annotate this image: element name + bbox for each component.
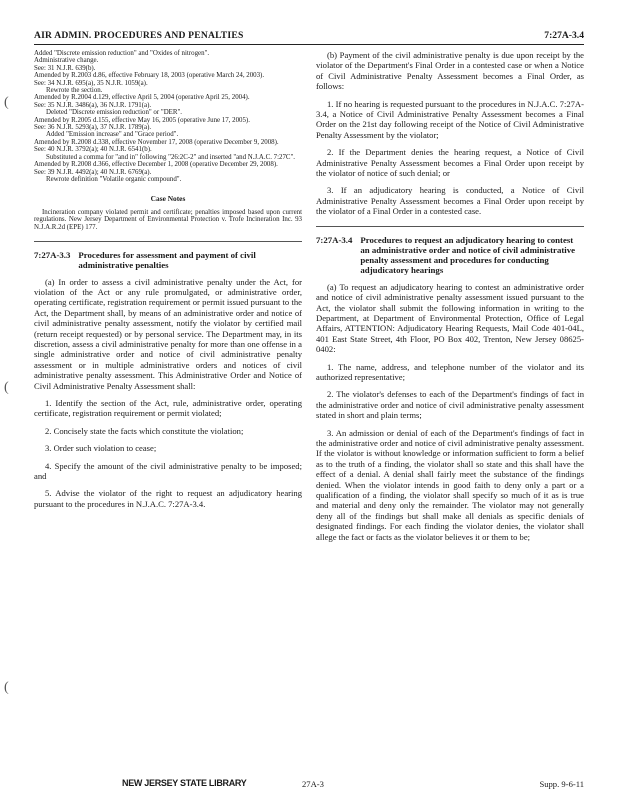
library-stamp: NEW JERSEY STATE LIBRARY [122, 778, 247, 788]
history-line: Amended by R.2008 d.366, effective December 1, 2008 (operative December 29, 2008). [34, 161, 278, 169]
case-notes-title: Case Notes [150, 194, 186, 204]
header-section-number: 7:27A-3.4 [544, 30, 584, 41]
history-line: See: 35 N.J.R. 3486(a), 36 N.J.R. 1791(a). [34, 101, 152, 109]
case-notes-text: Incineration company violated permit and certificate; penalties imposed based upon current regulations. New Jersey Department of Environmental Protection v. Trofe Incineration Inc. 93 N.J.A.R.2d (EPE) 177. [34, 208, 302, 231]
section-heading-3-4 [316, 235, 584, 275]
history-line: Amended by R.2004 d.129, effective April 5, 2004 (operative April 25, 2004). [34, 94, 250, 102]
history-line: Amended by R.2008 d.338, effective November 17, 2008 (operative December 9, 2008). [34, 138, 279, 146]
section-divider [34, 241, 302, 242]
section-paragraph: (b) Payment of the civil administrative penalty is due upon receipt by the violator of the Department's Final Order in a contested case or when a Notice of Civil Administrative Penalty Assessment becomes a Final Order, as follows: [316, 50, 584, 92]
section-paragraph: (a) In order to assess a civil administrative penalty under the Act, for violation of the Act or any rule promulgated, or administrative order, operating certificate, registration requirement or permit issued pursuant to the Act, the Department shall, by means of an administrative order and notice of civil administrative penalty assessment, notify the violator by certified mail (return receipt requested) or by personal service. The Department may, in its discretion, assess a civil administrative penalty for more than one offense in a single administrative order and notice of civil administrative penalty assessment or in multiple administrative orders and notices of civil administrative penalty assessment. This Administrative Order and Notice of Civil Administrative Penalty Assessment shall: [34, 276, 302, 391]
list-item: 3. If an adjudicatory hearing is conducted, a Notice of Civil Administrative Penalty Assessment becomes a Final Order upon receipt by the violator of a Final Order in a contested case. [316, 185, 584, 217]
margin-bracket-mark: ( [4, 95, 9, 110]
section-title: Procedures for assessment and payment of civil administrative penalties [78, 249, 256, 270]
page-number: 27A-3 [302, 779, 324, 789]
list-item: 4. Specify the amount of the civil administrative penalty to be imposed; and [34, 460, 302, 481]
history-line: Administrative change. [34, 57, 99, 65]
list-item: 3. Order such violation to cease; [45, 443, 157, 454]
section-number: 7:27A-3.4 [316, 234, 353, 245]
header-chapter-title: AIR ADMIN. PROCEDURES AND PENALTIES [34, 30, 244, 41]
supplement-date: Supp. 9-6-11 [539, 779, 584, 789]
history-line: Amended by R.2003 d.86, effective February 18, 2003 (operative March 24, 2003). [34, 72, 265, 80]
list-item: 2. The violator's defenses to each of the Department's findings of fact in the administrative order and notice of civil administrative penalty assessment stated in short and plain terms; [316, 389, 584, 421]
history-line: Added "Discrete emission reduction" and "Oxides of nitrogen". [34, 50, 210, 57]
margin-bracket-mark: ( [4, 680, 9, 695]
history-line: See: 40 N.J.R. 3792(a); 40 N.J.R. 6541(b). [34, 146, 152, 154]
list-item: 1. The name, address, and telephone number of the violator and its authorized representative; [316, 361, 584, 382]
section-title: Procedures to request an adjudicatory hearing to contest an administrative order and notice of civil administrative penalty assessment and procedures for conducting adjudicatory hearings [360, 234, 576, 275]
history-notes [34, 50, 302, 183]
list-item: 5. Advise the violator of the right to request an adjudicatory hearing pursuant to the procedures in N.J.A.C. 7:27A-3.4. [34, 488, 302, 509]
list-item: 1. If no hearing is requested pursuant to the procedures in N.J.A.C. 7:27A-3.4, a Notice of Civil Administrative Penalty Assessment becomes a Final Order on the 21st day following receipt of the Notice of Civil Administrative Penalty Assessment by the violator; [316, 98, 584, 140]
page-footer [34, 778, 584, 792]
history-line: Rewrote the section. [46, 87, 103, 95]
history-line: Added "Emission increase" and "Grace period". [46, 131, 179, 139]
history-line: Rewrote definition "Volatile organic compound". [46, 175, 182, 183]
list-item: 2. Concisely state the facts which constitute the violation; [45, 425, 244, 436]
section-number: 7:27A-3.3 [34, 249, 71, 260]
history-line: See: 31 N.J.R. 639(b). [34, 64, 96, 72]
list-item: 2. If the Department denies the hearing request, a Notice of Civil Administrative Penalty Assessment becomes a Final Order upon receipt by the violator of notice of such denial; or [316, 147, 584, 179]
history-line: Substituted a comma for "and in" following "26:2C-2" and inserted "and N.J.A.C. 7:27C". [46, 153, 296, 161]
section-heading-3-3 [34, 250, 302, 270]
history-line: See: 34 N.J.R. 695(a), 35 N.J.R. 1059(a). [34, 79, 148, 87]
running-header [34, 30, 584, 45]
list-item: 1. Identify the section of the Act, rule, administrative order, operating certificate, registration requirement or permit violated; [34, 397, 302, 419]
margin-bracket-mark: ( [4, 380, 9, 395]
section-paragraph: (a) To request an adjudicatory hearing to contest an administrative order and notice of civil administrative penalty assessment issued pursuant to the Act, the violator shall submit the following information in writing to the Department, at Department of Environmental Protection, Office of Legal Affairs, ATTENTION: Adjudicatory Hearing Requests, Mail Code 401-04L, 401 East State Street, 4th Floor, PO Box 402, Trenton, New Jersey 08625-0402: [316, 281, 584, 355]
section-divider [316, 226, 584, 227]
history-line: Deleted "Discrete emission reduction" or "DER". [46, 109, 183, 117]
history-line: See: 39 N.J.R. 4492(a); 40 N.J.R. 6769(a). [34, 168, 152, 176]
list-item: 3. An admission or denial of each of the Department's findings of fact in the administrative order and notice of civil administrative penalty assessment. If the violator is without knowledge or information sufficient to form a belief as to the truth of a finding, the violator shall so state and this shall have the effect of a denial. A denial shall fairly meet the substance of the findings denied. When the violator intends in good faith to deny only a part or a qualification of a finding, the violator shall specify so much of it as is true and material and deny only the remainder. The violator may not generally deny all of the findings but shall make all denials as specific denials of designated findings. For each finding the violator denies, the violator shall allege the fact or facts as the violator believes it or them to be; [316, 427, 584, 542]
history-line: See: 36 N.J.R. 5293(a), 37 N.J.R. 1789(a). [34, 124, 152, 132]
left-column [34, 50, 302, 516]
history-line: Amended by R.2005 d.155, effective May 16, 2005 (operative June 17, 2005). [34, 116, 250, 124]
right-column [316, 50, 584, 549]
